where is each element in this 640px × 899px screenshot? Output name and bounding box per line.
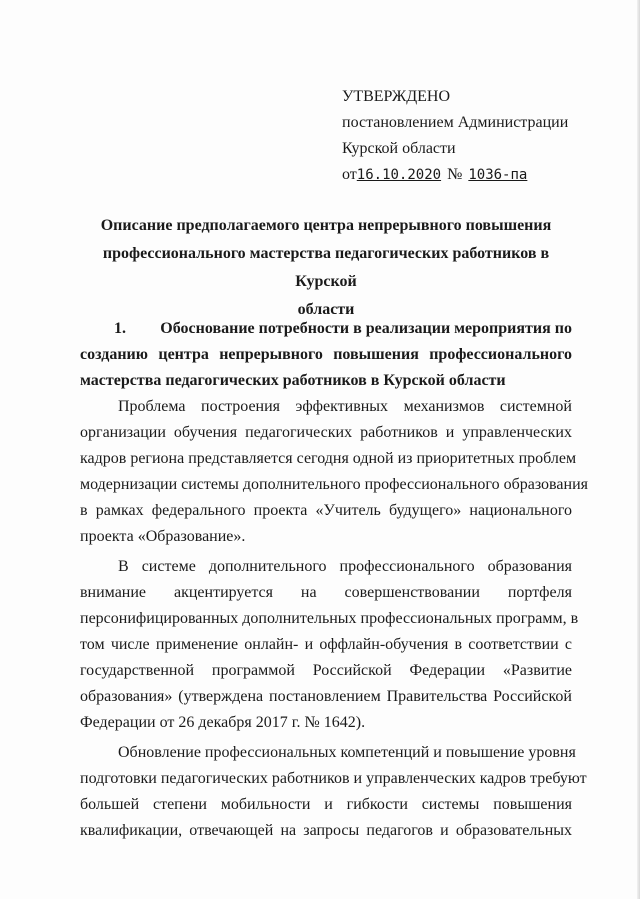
paragraph-line: Обновление профессиональных компетенций и повышение уровня <box>118 744 576 761</box>
approval-line-3: Курской области <box>342 140 456 157</box>
paragraph-line: квалификации, отвечающей на запросы педагогов и образовательных <box>80 822 572 839</box>
approval-block <box>342 84 568 188</box>
paragraph-2 <box>80 554 579 736</box>
heading-line-2: созданию центра непрерывного повышения профессионального <box>80 346 572 363</box>
paragraph-1 <box>80 394 588 550</box>
approval-date-line <box>342 162 568 188</box>
section-1 <box>80 316 588 844</box>
approval-date: 16.10.2020 <box>356 167 442 183</box>
document-title <box>80 212 572 324</box>
approval-number: 1036-па <box>468 167 528 183</box>
paragraph-line: внимание акцентируется на совершенствовании портфеля <box>80 584 572 601</box>
paragraph-line: Проблема построения эффективных механизмов системной <box>118 398 572 415</box>
paragraph-line: подготовки педагогических работников и управленческих кадров требуют <box>80 770 587 787</box>
paragraph-line: большей степени мобильности и гибкости системы повышения <box>80 796 572 813</box>
heading-line-3: мастерства педагогических работников в Курской области <box>80 372 506 389</box>
paragraph-line: организации обучения педагогических работников и управленческих <box>80 424 572 441</box>
section-number: 1. <box>114 320 126 337</box>
heading-line-1: Обоснование потребности в реализации мероприятия по <box>160 320 572 337</box>
paragraph-line: Федерации от 26 декабря 2017 г. № 1642). <box>80 714 366 731</box>
paragraph-line: модернизации системы дополнительного профессионального образования <box>80 476 588 493</box>
title-line-3: области <box>297 301 355 318</box>
paragraph-line: кадров региона представляется сегодня одной из приоритетных проблем <box>80 450 577 467</box>
paragraph-line: проекта «Образование». <box>80 528 246 545</box>
paragraph-line: образования» (утверждена постановлением Правительства Российской <box>80 688 572 705</box>
paragraph-line: том числе применение онлайн- и оффлайн-обучения в соответствии с <box>80 636 572 653</box>
paragraph-line: персонифицированных дополнительных профессиональных программ, в <box>80 610 579 627</box>
date-prefix: от <box>342 166 357 183</box>
paragraph-line: В системе дополнительного профессионального образования <box>118 558 572 575</box>
title-line-2: профессионального мастерства педагогических работников в Курской <box>102 245 550 290</box>
number-sign: № <box>447 166 463 183</box>
approval-line-2: постановлением Администрации <box>342 114 569 131</box>
paragraph-3 <box>80 740 587 844</box>
paragraph-line: государственной программой Российской Федерации «Развитие <box>80 662 572 679</box>
title-line-1: Описание предполагаемого центра непрерывного повышения <box>100 217 552 234</box>
paragraph-line: в рамках федерального проекта «Учитель будущего» национального <box>80 502 572 519</box>
approval-label: УТВЕРЖДЕНО <box>342 88 451 105</box>
section-heading <box>80 316 572 394</box>
